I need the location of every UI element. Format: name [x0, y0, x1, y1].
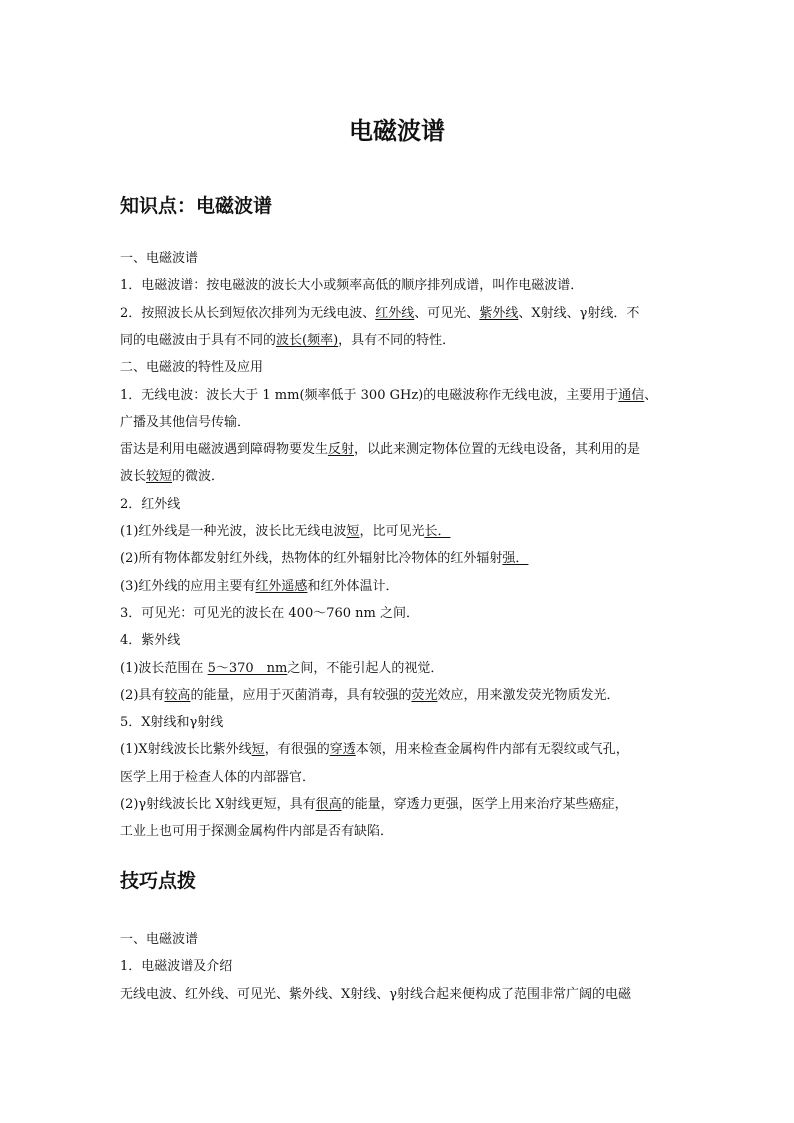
text-line: [120, 931, 198, 949]
text-segment: 的能量，穿透力更强，医学上用来治疗某些癌症，: [341, 797, 628, 812]
text-line: [120, 496, 180, 514]
underlined-term: 长．: [424, 524, 451, 539]
text-line: [120, 578, 398, 596]
text-line: [120, 523, 450, 541]
underlined-term: 通信: [618, 387, 645, 403]
text-line: [120, 687, 619, 705]
text-segment: 的微波．: [172, 469, 225, 485]
text-segment: 2．红外线: [120, 496, 181, 512]
underlined-term: 很高: [315, 797, 342, 812]
underlined-term: 5～370 nm: [207, 660, 288, 676]
text-segment: 工业上也可用于探测金属构件内部是否有缺陷．: [120, 824, 394, 840]
text-line: [120, 550, 528, 568]
underlined-term: 强．: [502, 551, 529, 567]
underlined-term: 反射: [328, 442, 355, 458]
text-segment: (2)所有物体都发射红外线，热物体的红外辐射比冷物体的红外辐射: [120, 551, 503, 567]
text-segment: ，有很强的: [264, 742, 330, 758]
text-segment: 无线电波、红外线、可见光、紫外线、X射线、γ射线合起来便构成了范围非常广阔的电磁: [120, 986, 632, 1002]
text-segment: ，具有不同的特性．: [338, 332, 456, 348]
underlined-term: 短: [251, 742, 265, 758]
underlined-term: 短: [346, 524, 360, 539]
text-segment: 、X射线、γ射线．不: [518, 305, 640, 321]
text-segment: 同的电磁波由于具有不同的: [120, 332, 277, 348]
text-segment: (2)γ射线波长比 X射线更短，具有: [120, 797, 316, 812]
underlined-term: 波长(频率): [276, 332, 339, 348]
text-segment: 广播及其他信号传输．: [120, 414, 251, 430]
text-segment: 波长: [120, 469, 147, 485]
text-line: [120, 250, 198, 268]
underlined-term: 荧光: [411, 687, 438, 703]
text-segment: 雷达是利用电磁波遇到障碍物要发生: [120, 442, 329, 458]
text-segment: (3)红外线的应用主要有: [120, 578, 256, 594]
text-segment: 一、电磁波谱: [120, 932, 199, 947]
text-segment: ，以此来测定物体位置的无线电设备，其利用的是: [354, 442, 641, 458]
text-segment: ，比可见光: [359, 524, 425, 539]
text-line: [120, 741, 629, 759]
text-line: [120, 359, 263, 377]
text-segment: 效应，用来激发荧光物质发光．: [437, 687, 620, 703]
underlined-term: 较短: [146, 469, 173, 485]
text-segment: 之间，不能引起人的视觉．: [287, 660, 444, 676]
text-segment: 1．无线电波：波长大于 1 mm(频率低于 300 GHz)的电磁波称作无线电波，主要用于: [120, 387, 619, 403]
text-line: [120, 468, 224, 486]
text-segment: 1．电磁波谱及介绍: [120, 959, 233, 975]
text-segment: 医学上用于检查人体的内部器官．: [120, 769, 316, 785]
underlined-term: 穿透: [329, 742, 356, 758]
text-line: [120, 660, 443, 678]
underlined-term: 较高: [164, 687, 191, 703]
text-line: [120, 714, 223, 732]
text-line: [120, 305, 639, 323]
text-segment: 2．按照波长从长到短依次排列为无线电波、: [120, 305, 376, 321]
text-segment: 二、电磁波的特性及应用: [120, 360, 264, 376]
text-segment: 3．可见光：可见光的波长在 400～760 nm 之间．: [120, 605, 419, 621]
text-line: [120, 605, 419, 623]
section-heading-tips: 技巧点拨: [120, 870, 197, 892]
text-segment: 1．电磁波谱：按电磁波的波长大小或频率高低的顺序排列成谱，叫作电磁波谱．: [120, 278, 584, 294]
text-segment: (1)X射线波长比紫外线: [120, 742, 252, 758]
text-line: [120, 332, 455, 350]
underlined-term: 红外遥感: [255, 578, 308, 594]
text-line: [120, 441, 640, 459]
text-segment: 一、电磁波谱: [120, 251, 199, 266]
text-segment: (1)波长范围在: [120, 660, 208, 676]
text-line: [120, 986, 631, 1004]
text-line: [120, 277, 583, 295]
text-line: [120, 769, 315, 787]
text-segment: 、可见光、: [414, 305, 480, 321]
text-line: [120, 823, 393, 841]
underlined-term: 红外线: [375, 305, 415, 321]
text-segment: (2)具有: [120, 687, 165, 703]
text-line: [120, 796, 628, 814]
text-segment: 5．X射线和γ射线: [120, 715, 224, 731]
text-line: [120, 958, 232, 976]
page-title: 电磁波谱: [349, 117, 445, 145]
text-line: [120, 387, 657, 405]
text-segment: (1)红外线是一种光波，波长比无线电波: [120, 524, 347, 539]
text-line: [120, 414, 250, 432]
text-segment: 4．紫外线: [120, 633, 181, 649]
text-line: [120, 632, 180, 650]
text-segment: 和红外体温计．: [307, 578, 399, 594]
text-segment: 的能量，应用于灭菌消毒，具有较强的: [190, 687, 412, 703]
text-segment: 、: [644, 387, 658, 403]
section-heading-knowledge: 知识点：电磁波谱: [120, 195, 273, 217]
text-segment: 本领，用来检查金属构件内部有无裂纹或气孔，: [355, 742, 629, 758]
underlined-term: 紫外线: [479, 305, 519, 321]
